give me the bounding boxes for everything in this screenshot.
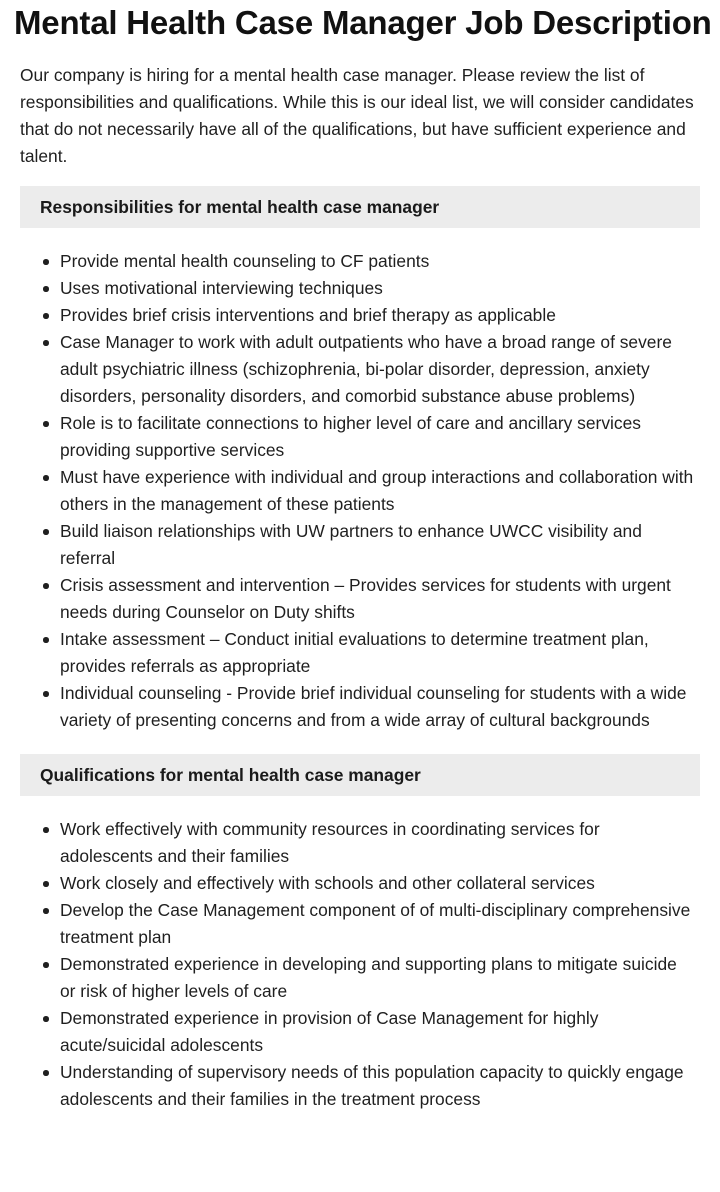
intro-paragraph: Our company is hiring for a mental health case manager. Please review the list of responsibilities and qualifications. While this is our ideal list, we will consider candidates that do not necessarily have all of the qualifications, but have sufficient experience and talent. [20, 65, 694, 166]
list-item: Provide mental health counseling to CF patients [60, 248, 700, 275]
list-item: Role is to facilitate connections to higher level of care and ancillary services providing supportive services [60, 410, 700, 464]
list-item: Individual counseling - Provide brief individual counseling for students with a wide variety of presenting concerns and from a wide array of cultural backgrounds [60, 680, 700, 734]
list-item: Crisis assessment and intervention – Provides services for students with urgent needs during Counselor on Duty shifts [60, 572, 700, 626]
qualifications-list [20, 816, 700, 1113]
list-item: Demonstrated experience in developing and supporting plans to mitigate suicide or risk of higher levels of care [60, 951, 700, 1005]
list-item: Must have experience with individual and group interactions and collaboration with others in the management of these patients [60, 464, 700, 518]
list-item: Uses motivational interviewing techniques [60, 275, 700, 302]
list-item: Demonstrated experience in provision of Case Management for highly acute/suicidal adolescents [60, 1005, 700, 1059]
responsibilities-heading: Responsibilities for mental health case manager [20, 186, 700, 228]
list-item: Build liaison relationships with UW partners to enhance UWCC visibility and referral [60, 518, 700, 572]
list-item: Develop the Case Management component of of multi-disciplinary comprehensive treatment plan [60, 897, 700, 951]
list-item: Intake assessment – Conduct initial evaluations to determine treatment plan, provides referrals as appropriate [60, 626, 700, 680]
list-item: Case Manager to work with adult outpatients who have a broad range of severe adult psychiatric illness (schizophrenia, bi-polar disorder, depression, anxiety disorders, personality disorders, and comorbid substance abuse problems) [60, 329, 700, 410]
responsibilities-list [20, 248, 700, 734]
list-item: Provides brief crisis interventions and brief therapy as applicable [60, 302, 700, 329]
page-title: Mental Health Case Manager Job Description [14, 4, 712, 41]
qualifications-heading: Qualifications for mental health case manager [20, 754, 700, 796]
list-item: Work effectively with community resources in coordinating services for adolescents and their families [60, 816, 700, 870]
list-item: Work closely and effectively with schools and other collateral services [60, 870, 700, 897]
list-item: Understanding of supervisory needs of this population capacity to quickly engage adolescents and their families in the treatment process [60, 1059, 700, 1113]
